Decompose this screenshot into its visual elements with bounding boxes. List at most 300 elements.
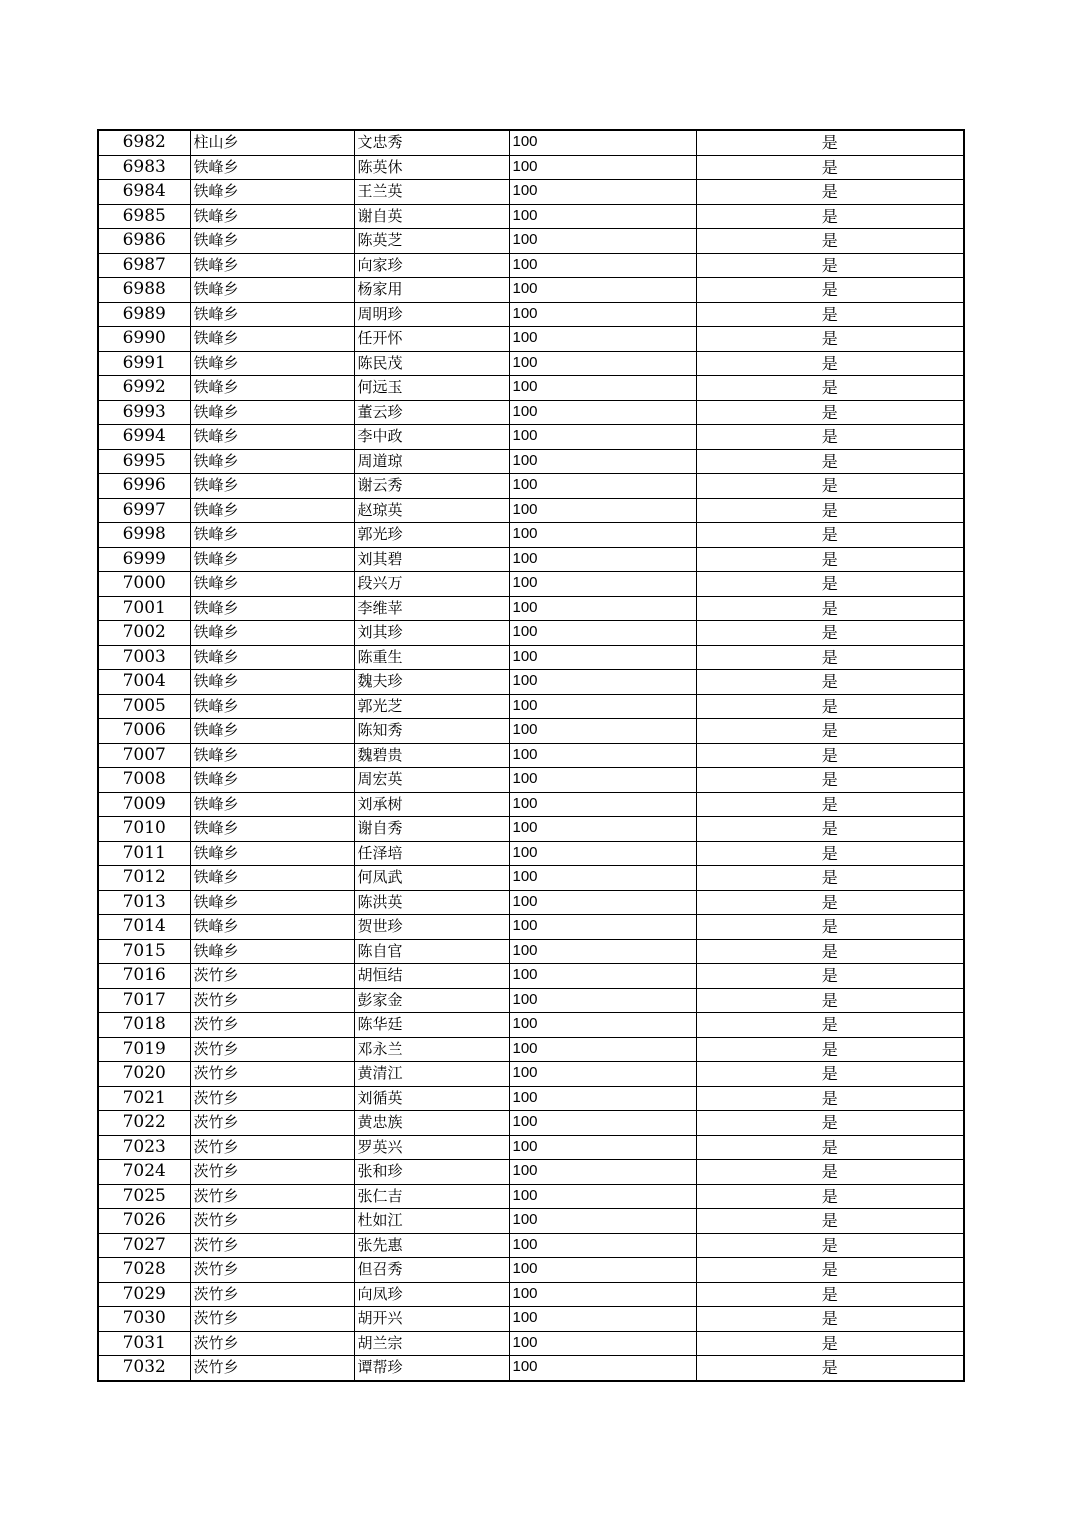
person-name-cell: 张仁吉 xyxy=(354,1184,509,1209)
status-cell: 是 xyxy=(696,572,964,597)
amount-cell: 100 xyxy=(509,1062,696,1087)
status-cell: 是 xyxy=(696,1037,964,1062)
person-name-cell: 刘循英 xyxy=(354,1086,509,1111)
person-name-cell: 何远玉 xyxy=(354,376,509,401)
row-number-cell: 7007 xyxy=(98,743,190,768)
amount-cell: 100 xyxy=(509,621,696,646)
status-cell: 是 xyxy=(696,1356,964,1381)
row-number-cell: 6991 xyxy=(98,351,190,376)
township-cell: 铁峰乡 xyxy=(190,327,354,352)
township-cell: 铁峰乡 xyxy=(190,792,354,817)
amount-cell: 100 xyxy=(509,130,696,155)
township-cell: 茨竹乡 xyxy=(190,1209,354,1234)
table-row xyxy=(98,425,964,450)
amount-cell: 100 xyxy=(509,180,696,205)
status-cell: 是 xyxy=(696,1258,964,1283)
person-name-cell: 陈自官 xyxy=(354,939,509,964)
table-row xyxy=(98,817,964,842)
status-cell: 是 xyxy=(696,964,964,989)
person-name-cell: 张和珍 xyxy=(354,1160,509,1185)
table-row xyxy=(98,1331,964,1356)
row-number-cell: 6992 xyxy=(98,376,190,401)
table-row xyxy=(98,474,964,499)
person-name-cell: 陈华廷 xyxy=(354,1013,509,1038)
row-number-cell: 6988 xyxy=(98,278,190,303)
person-name-cell: 谢云秀 xyxy=(354,474,509,499)
status-cell: 是 xyxy=(696,1184,964,1209)
row-number-cell: 6983 xyxy=(98,155,190,180)
status-cell: 是 xyxy=(696,939,964,964)
township-cell: 铁峰乡 xyxy=(190,694,354,719)
row-number-cell: 7023 xyxy=(98,1135,190,1160)
row-number-cell: 7022 xyxy=(98,1111,190,1136)
amount-cell: 100 xyxy=(509,694,696,719)
amount-cell: 100 xyxy=(509,1037,696,1062)
amount-cell: 100 xyxy=(509,278,696,303)
township-cell: 铁峰乡 xyxy=(190,400,354,425)
table-row xyxy=(98,792,964,817)
table-body xyxy=(98,130,964,1381)
person-name-cell: 邓永兰 xyxy=(354,1037,509,1062)
person-name-cell: 李中政 xyxy=(354,425,509,450)
township-cell: 茨竹乡 xyxy=(190,1135,354,1160)
row-number-cell: 6986 xyxy=(98,229,190,254)
person-name-cell: 郭光芝 xyxy=(354,694,509,719)
table-row xyxy=(98,964,964,989)
table-row xyxy=(98,1062,964,1087)
status-cell: 是 xyxy=(696,474,964,499)
table-row xyxy=(98,1209,964,1234)
amount-cell: 100 xyxy=(509,841,696,866)
status-cell: 是 xyxy=(696,1331,964,1356)
row-number-cell: 7017 xyxy=(98,988,190,1013)
township-cell: 茨竹乡 xyxy=(190,1184,354,1209)
township-cell: 铁峰乡 xyxy=(190,180,354,205)
person-name-cell: 赵琼英 xyxy=(354,498,509,523)
township-cell: 铁峰乡 xyxy=(190,817,354,842)
township-cell: 铁峰乡 xyxy=(190,939,354,964)
row-number-cell: 6993 xyxy=(98,400,190,425)
amount-cell: 100 xyxy=(509,572,696,597)
amount-cell: 100 xyxy=(509,204,696,229)
row-number-cell: 7026 xyxy=(98,1209,190,1234)
person-name-cell: 董云珍 xyxy=(354,400,509,425)
township-cell: 铁峰乡 xyxy=(190,351,354,376)
status-cell: 是 xyxy=(696,1307,964,1332)
status-cell: 是 xyxy=(696,400,964,425)
township-cell: 铁峰乡 xyxy=(190,376,354,401)
township-cell: 铁峰乡 xyxy=(190,866,354,891)
row-number-cell: 6982 xyxy=(98,130,190,155)
row-number-cell: 7003 xyxy=(98,645,190,670)
row-number-cell: 6989 xyxy=(98,302,190,327)
row-number-cell: 6987 xyxy=(98,253,190,278)
amount-cell: 100 xyxy=(509,327,696,352)
row-number-cell: 7030 xyxy=(98,1307,190,1332)
township-cell: 铁峰乡 xyxy=(190,743,354,768)
amount-cell: 100 xyxy=(509,1307,696,1332)
person-name-cell: 周宏英 xyxy=(354,768,509,793)
table-row xyxy=(98,988,964,1013)
status-cell: 是 xyxy=(696,915,964,940)
row-number-cell: 6984 xyxy=(98,180,190,205)
status-cell: 是 xyxy=(696,302,964,327)
amount-cell: 100 xyxy=(509,229,696,254)
person-name-cell: 向家珍 xyxy=(354,253,509,278)
township-cell: 铁峰乡 xyxy=(190,890,354,915)
row-number-cell: 7002 xyxy=(98,621,190,646)
person-name-cell: 黄清江 xyxy=(354,1062,509,1087)
table-row xyxy=(98,1013,964,1038)
person-name-cell: 但召秀 xyxy=(354,1258,509,1283)
person-name-cell: 周明珍 xyxy=(354,302,509,327)
township-cell: 茨竹乡 xyxy=(190,1331,354,1356)
amount-cell: 100 xyxy=(509,302,696,327)
amount-cell: 100 xyxy=(509,1331,696,1356)
table-row xyxy=(98,376,964,401)
township-cell: 铁峰乡 xyxy=(190,229,354,254)
status-cell: 是 xyxy=(696,229,964,254)
person-name-cell: 胡恒结 xyxy=(354,964,509,989)
table-row xyxy=(98,1135,964,1160)
status-cell: 是 xyxy=(696,890,964,915)
person-name-cell: 陈英休 xyxy=(354,155,509,180)
amount-cell: 100 xyxy=(509,425,696,450)
amount-cell: 100 xyxy=(509,1013,696,1038)
row-number-cell: 6997 xyxy=(98,498,190,523)
township-cell: 铁峰乡 xyxy=(190,474,354,499)
person-name-cell: 胡兰宗 xyxy=(354,1331,509,1356)
table-row xyxy=(98,278,964,303)
amount-cell: 100 xyxy=(509,155,696,180)
row-number-cell: 7000 xyxy=(98,572,190,597)
row-number-cell: 7012 xyxy=(98,866,190,891)
person-name-cell: 胡开兴 xyxy=(354,1307,509,1332)
township-cell: 茨竹乡 xyxy=(190,1160,354,1185)
row-number-cell: 7025 xyxy=(98,1184,190,1209)
row-number-cell: 7011 xyxy=(98,841,190,866)
township-cell: 铁峰乡 xyxy=(190,621,354,646)
row-number-cell: 6998 xyxy=(98,523,190,548)
amount-cell: 100 xyxy=(509,645,696,670)
row-number-cell: 7008 xyxy=(98,768,190,793)
table-row xyxy=(98,670,964,695)
amount-cell: 100 xyxy=(509,523,696,548)
status-cell: 是 xyxy=(696,130,964,155)
amount-cell: 100 xyxy=(509,890,696,915)
township-cell: 茨竹乡 xyxy=(190,1356,354,1381)
row-number-cell: 7006 xyxy=(98,719,190,744)
person-name-cell: 李维苹 xyxy=(354,596,509,621)
person-name-cell: 魏碧贵 xyxy=(354,743,509,768)
amount-cell: 100 xyxy=(509,988,696,1013)
township-cell: 茨竹乡 xyxy=(190,964,354,989)
status-cell: 是 xyxy=(696,327,964,352)
person-name-cell: 刘其碧 xyxy=(354,547,509,572)
status-cell: 是 xyxy=(696,670,964,695)
township-cell: 铁峰乡 xyxy=(190,547,354,572)
person-name-cell: 刘承树 xyxy=(354,792,509,817)
amount-cell: 100 xyxy=(509,400,696,425)
table-row xyxy=(98,866,964,891)
row-number-cell: 7014 xyxy=(98,915,190,940)
table-row xyxy=(98,890,964,915)
table-row xyxy=(98,204,964,229)
table-row xyxy=(98,302,964,327)
status-cell: 是 xyxy=(696,1233,964,1258)
status-cell: 是 xyxy=(696,180,964,205)
person-name-cell: 任泽培 xyxy=(354,841,509,866)
amount-cell: 100 xyxy=(509,1356,696,1381)
amount-cell: 100 xyxy=(509,596,696,621)
township-cell: 茨竹乡 xyxy=(190,1013,354,1038)
township-cell: 铁峰乡 xyxy=(190,572,354,597)
status-cell: 是 xyxy=(696,1013,964,1038)
status-cell: 是 xyxy=(696,1160,964,1185)
person-name-cell: 陈英芝 xyxy=(354,229,509,254)
row-number-cell: 7015 xyxy=(98,939,190,964)
row-number-cell: 6990 xyxy=(98,327,190,352)
person-name-cell: 彭家金 xyxy=(354,988,509,1013)
table-row xyxy=(98,841,964,866)
township-cell: 茨竹乡 xyxy=(190,1037,354,1062)
table-row xyxy=(98,327,964,352)
township-cell: 柱山乡 xyxy=(190,130,354,155)
row-number-cell: 7027 xyxy=(98,1233,190,1258)
status-cell: 是 xyxy=(696,1209,964,1234)
table-row xyxy=(98,1356,964,1381)
person-name-cell: 陈洪英 xyxy=(354,890,509,915)
status-cell: 是 xyxy=(696,1062,964,1087)
row-number-cell: 7009 xyxy=(98,792,190,817)
row-number-cell: 6985 xyxy=(98,204,190,229)
township-cell: 铁峰乡 xyxy=(190,670,354,695)
table-row xyxy=(98,768,964,793)
amount-cell: 100 xyxy=(509,939,696,964)
row-number-cell: 7016 xyxy=(98,964,190,989)
row-number-cell: 7004 xyxy=(98,670,190,695)
amount-cell: 100 xyxy=(509,376,696,401)
table-row xyxy=(98,229,964,254)
person-name-cell: 罗英兴 xyxy=(354,1135,509,1160)
table-row xyxy=(98,1258,964,1283)
amount-cell: 100 xyxy=(509,719,696,744)
status-cell: 是 xyxy=(696,694,964,719)
status-cell: 是 xyxy=(696,841,964,866)
person-name-cell: 杨家用 xyxy=(354,278,509,303)
person-name-cell: 贺世珍 xyxy=(354,915,509,940)
table-row xyxy=(98,253,964,278)
table-row xyxy=(98,400,964,425)
table-row xyxy=(98,1111,964,1136)
table-row xyxy=(98,1184,964,1209)
amount-cell: 100 xyxy=(509,817,696,842)
table-row xyxy=(98,1282,964,1307)
table-row xyxy=(98,1037,964,1062)
amount-cell: 100 xyxy=(509,964,696,989)
person-name-cell: 文忠秀 xyxy=(354,130,509,155)
status-cell: 是 xyxy=(696,743,964,768)
table-row xyxy=(98,1160,964,1185)
township-cell: 铁峰乡 xyxy=(190,841,354,866)
row-number-cell: 7028 xyxy=(98,1258,190,1283)
table-row xyxy=(98,743,964,768)
row-number-cell: 7032 xyxy=(98,1356,190,1381)
row-number-cell: 6995 xyxy=(98,449,190,474)
township-cell: 铁峰乡 xyxy=(190,253,354,278)
status-cell: 是 xyxy=(696,1111,964,1136)
person-name-cell: 周道琼 xyxy=(354,449,509,474)
township-cell: 茨竹乡 xyxy=(190,988,354,1013)
row-number-cell: 7013 xyxy=(98,890,190,915)
township-cell: 铁峰乡 xyxy=(190,302,354,327)
township-cell: 茨竹乡 xyxy=(190,1086,354,1111)
table-row xyxy=(98,719,964,744)
township-cell: 铁峰乡 xyxy=(190,204,354,229)
status-cell: 是 xyxy=(696,866,964,891)
status-cell: 是 xyxy=(696,523,964,548)
table-row xyxy=(98,498,964,523)
status-cell: 是 xyxy=(696,449,964,474)
table-row xyxy=(98,547,964,572)
person-name-cell: 任开怀 xyxy=(354,327,509,352)
table-row xyxy=(98,645,964,670)
status-cell: 是 xyxy=(696,1282,964,1307)
status-cell: 是 xyxy=(696,792,964,817)
amount-cell: 100 xyxy=(509,1233,696,1258)
person-name-cell: 郭光珍 xyxy=(354,523,509,548)
amount-cell: 100 xyxy=(509,670,696,695)
amount-cell: 100 xyxy=(509,743,696,768)
amount-cell: 100 xyxy=(509,547,696,572)
amount-cell: 100 xyxy=(509,351,696,376)
table-row xyxy=(98,155,964,180)
status-cell: 是 xyxy=(696,278,964,303)
row-number-cell: 7001 xyxy=(98,596,190,621)
row-number-cell: 6999 xyxy=(98,547,190,572)
amount-cell: 100 xyxy=(509,1111,696,1136)
status-cell: 是 xyxy=(696,1135,964,1160)
person-name-cell: 张先惠 xyxy=(354,1233,509,1258)
township-cell: 铁峰乡 xyxy=(190,498,354,523)
status-cell: 是 xyxy=(696,155,964,180)
table-row xyxy=(98,939,964,964)
row-number-cell: 7029 xyxy=(98,1282,190,1307)
data-table xyxy=(97,129,965,1382)
person-name-cell: 王兰英 xyxy=(354,180,509,205)
amount-cell: 100 xyxy=(509,915,696,940)
status-cell: 是 xyxy=(696,1086,964,1111)
person-name-cell: 谭帮珍 xyxy=(354,1356,509,1381)
person-name-cell: 刘其珍 xyxy=(354,621,509,646)
row-number-cell: 7019 xyxy=(98,1037,190,1062)
township-cell: 茨竹乡 xyxy=(190,1062,354,1087)
table-row xyxy=(98,1233,964,1258)
township-cell: 茨竹乡 xyxy=(190,1233,354,1258)
amount-cell: 100 xyxy=(509,1086,696,1111)
row-number-cell: 6996 xyxy=(98,474,190,499)
row-number-cell: 6994 xyxy=(98,425,190,450)
person-name-cell: 谢自英 xyxy=(354,204,509,229)
amount-cell: 100 xyxy=(509,253,696,278)
status-cell: 是 xyxy=(696,596,964,621)
status-cell: 是 xyxy=(696,621,964,646)
township-cell: 铁峰乡 xyxy=(190,719,354,744)
status-cell: 是 xyxy=(696,547,964,572)
person-name-cell: 魏夫珍 xyxy=(354,670,509,695)
status-cell: 是 xyxy=(696,204,964,229)
amount-cell: 100 xyxy=(509,498,696,523)
status-cell: 是 xyxy=(696,645,964,670)
row-number-cell: 7021 xyxy=(98,1086,190,1111)
table-row xyxy=(98,621,964,646)
status-cell: 是 xyxy=(696,376,964,401)
status-cell: 是 xyxy=(696,498,964,523)
township-cell: 铁峰乡 xyxy=(190,523,354,548)
township-cell: 铁峰乡 xyxy=(190,278,354,303)
person-name-cell: 陈知秀 xyxy=(354,719,509,744)
township-cell: 铁峰乡 xyxy=(190,449,354,474)
amount-cell: 100 xyxy=(509,1258,696,1283)
person-name-cell: 何凤武 xyxy=(354,866,509,891)
township-cell: 茨竹乡 xyxy=(190,1258,354,1283)
row-number-cell: 7031 xyxy=(98,1331,190,1356)
status-cell: 是 xyxy=(696,768,964,793)
amount-cell: 100 xyxy=(509,792,696,817)
person-name-cell: 谢自秀 xyxy=(354,817,509,842)
table-row xyxy=(98,596,964,621)
amount-cell: 100 xyxy=(509,1209,696,1234)
person-name-cell: 向凤珍 xyxy=(354,1282,509,1307)
table-row xyxy=(98,694,964,719)
status-cell: 是 xyxy=(696,817,964,842)
person-name-cell: 黄忠族 xyxy=(354,1111,509,1136)
row-number-cell: 7020 xyxy=(98,1062,190,1087)
township-cell: 铁峰乡 xyxy=(190,768,354,793)
table-row xyxy=(98,351,964,376)
township-cell: 铁峰乡 xyxy=(190,596,354,621)
township-cell: 茨竹乡 xyxy=(190,1307,354,1332)
status-cell: 是 xyxy=(696,425,964,450)
status-cell: 是 xyxy=(696,988,964,1013)
table-row xyxy=(98,1307,964,1332)
person-name-cell: 陈民茂 xyxy=(354,351,509,376)
amount-cell: 100 xyxy=(509,866,696,891)
amount-cell: 100 xyxy=(509,1184,696,1209)
table-row xyxy=(98,915,964,940)
row-number-cell: 7018 xyxy=(98,1013,190,1038)
table-row xyxy=(98,1086,964,1111)
amount-cell: 100 xyxy=(509,1160,696,1185)
row-number-cell: 7005 xyxy=(98,694,190,719)
township-cell: 铁峰乡 xyxy=(190,915,354,940)
status-cell: 是 xyxy=(696,253,964,278)
township-cell: 茨竹乡 xyxy=(190,1282,354,1307)
amount-cell: 100 xyxy=(509,1282,696,1307)
amount-cell: 100 xyxy=(509,474,696,499)
table-row xyxy=(98,572,964,597)
amount-cell: 100 xyxy=(509,1135,696,1160)
table-row xyxy=(98,523,964,548)
table-row xyxy=(98,449,964,474)
person-name-cell: 杜如江 xyxy=(354,1209,509,1234)
table-row xyxy=(98,130,964,155)
amount-cell: 100 xyxy=(509,449,696,474)
township-cell: 茨竹乡 xyxy=(190,1111,354,1136)
table-row xyxy=(98,180,964,205)
row-number-cell: 7024 xyxy=(98,1160,190,1185)
person-name-cell: 陈重生 xyxy=(354,645,509,670)
